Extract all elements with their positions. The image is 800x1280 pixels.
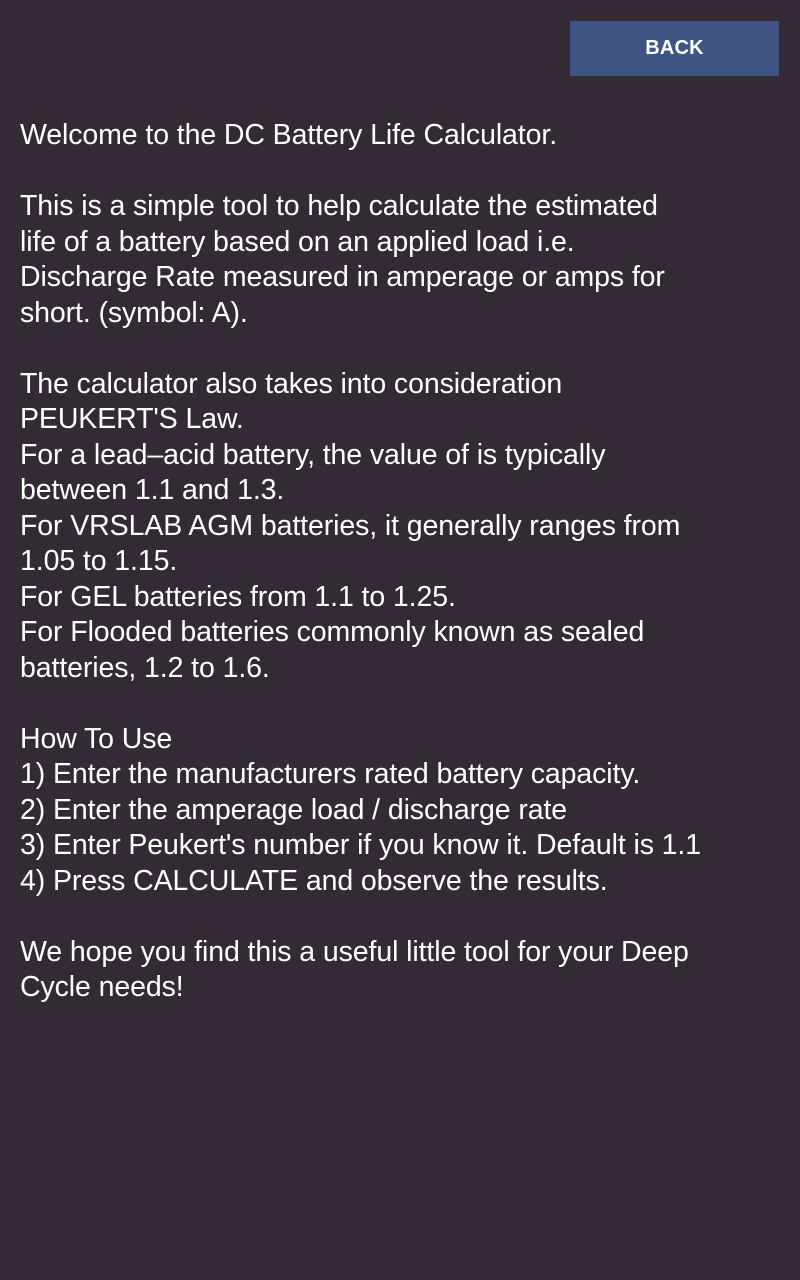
paragraph-gap <box>20 154 790 190</box>
intro-paragraph <box>20 189 790 331</box>
paragraph-gap <box>20 331 790 367</box>
closing-paragraph <box>20 935 790 1006</box>
welcome-text: Welcome to the DC Battery Life Calculator. <box>20 119 558 151</box>
step-item: 4) Press CALCULATE and observe the results. <box>20 864 608 897</box>
paragraph-gap <box>20 899 790 935</box>
intro-line: This is a simple tool to help calculate the estimated <box>20 190 658 222</box>
peukert-line: For GEL batteries from 1.1 to 1.25. <box>20 580 456 613</box>
peukert-line: The calculator also takes into consideration <box>20 367 563 400</box>
paragraph-gap <box>20 686 790 722</box>
intro-line: short. (symbol: A). <box>20 296 248 329</box>
how-to-use-title: How To Use <box>20 722 173 755</box>
peukert-line: For VRSLAB AGM batteries, it generally ranges from <box>20 509 681 542</box>
peukert-line: 1.05 to 1.15. <box>20 545 178 577</box>
peukert-line: between 1.1 and 1.3. <box>20 474 285 506</box>
back-button[interactable]: BACK <box>570 21 779 76</box>
step-item: 2) Enter the amperage load / discharge rate <box>20 793 568 826</box>
intro-line: life of a battery based on an applied load i.e. <box>20 225 575 258</box>
closing-line: We hope you find this a useful little tool for your Deep <box>20 935 689 968</box>
peukert-line: PEUKERT'S Law. <box>20 403 244 435</box>
peukert-line: batteries, 1.2 to 1.6. <box>20 651 270 684</box>
step-item: 3) Enter Peukert's number if you know it. Default is 1.1 <box>20 829 701 861</box>
peukert-line: For a lead–acid battery, the value of is typically <box>20 438 606 471</box>
intro-line: Discharge Rate measured in amperage or amps for <box>20 261 665 293</box>
peukert-paragraph <box>20 367 790 687</box>
peukert-line: For Flooded batteries commonly known as sealed <box>20 616 645 648</box>
info-text <box>20 118 790 1006</box>
closing-line: Cycle needs! <box>20 971 184 1003</box>
step-item: 1) Enter the manufacturers rated battery capacity. <box>20 758 641 790</box>
how-to-use-section <box>20 722 790 900</box>
